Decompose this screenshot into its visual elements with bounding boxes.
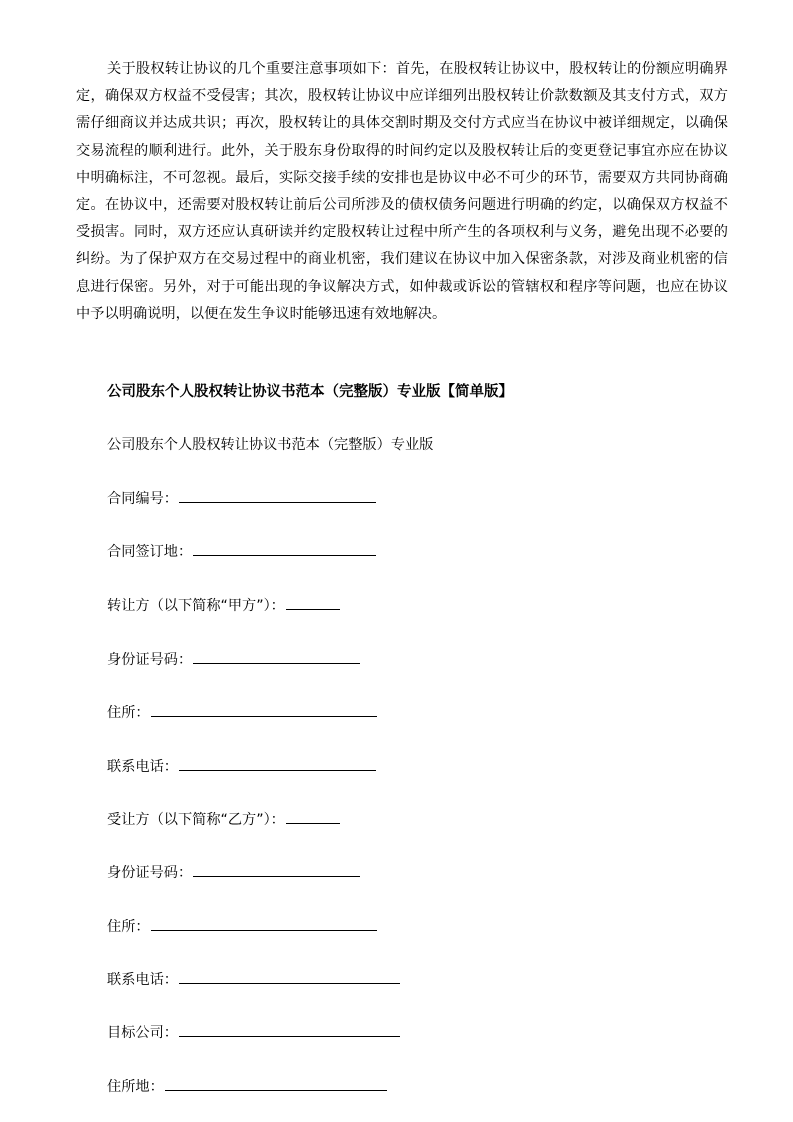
intro-paragraph: 关于股权转让协议的几个重要注意事项如下：首先，在股权转让协议中，股权转让的份额应明确界定，确保双方权益不受侵害；其次，股权转让协议中应详细列出股权转让价款数额及其支付方式，双方需仔细商议并达成共识；再次，股权转让的具体交割时期及交付方式应当在协议中被详细规定，以确保交易流程的顺利进行。此外，关于股东身份取得的时间约定以及股权转让后的变更登记事宜亦应在协议中明确标注，不可忽视。最后，实际交接手续的安排也是协议中必不可少的环节，需要双方共同协商确定。在协议中，还需要对股权转让前后公司所涉及的债权债务问题进行明确的约定，以确保双方权益不受损害。同时，双方还应认真研读并约定股权转让过程中所产生的各项权利与义务，避免出现不必要的纠纷。为了保护双方在交易过程中的商业机密，我们建议在协议中加入保密条款，对涉及商业机密的信息进行保密。另外，对于可能出现的争议解决方式，如仲裁或诉讼的管辖权和程序等问题，也应在协议中予以明确说明，以便在发生争议时能够迅速有效地解决。 xyxy=(76,61,728,322)
field-label: 转让方（以下简称“甲方”）： xyxy=(107,598,285,614)
field-transferee-id xyxy=(107,862,360,882)
field-blank xyxy=(179,969,400,984)
field-label: 受让方（以下简称“乙方”）： xyxy=(107,812,285,828)
field-blank xyxy=(151,702,377,717)
field-transferor xyxy=(107,595,340,615)
field-blank xyxy=(193,862,360,877)
field-label: 目标公司： xyxy=(107,1025,178,1041)
field-label: 身份证号码： xyxy=(107,865,193,881)
field-transferor-phone xyxy=(107,756,376,776)
field-blank xyxy=(286,595,340,610)
field-label: 合同编号： xyxy=(107,491,178,507)
field-label: 联系电话： xyxy=(107,972,178,988)
field-transferor-address xyxy=(107,702,377,722)
field-transferor-id xyxy=(107,649,360,669)
field-target-company xyxy=(107,1022,400,1042)
field-blank xyxy=(286,809,340,824)
field-label: 身份证号码： xyxy=(107,652,193,668)
field-blank xyxy=(165,1076,387,1091)
field-transferee xyxy=(107,809,340,829)
field-label: 联系电话： xyxy=(107,759,178,775)
field-label: 住所： xyxy=(107,919,150,935)
document-heading: 公司股东个人股权转让协议书范本（完整版）专业版【简单版】 xyxy=(107,384,513,400)
field-blank xyxy=(179,756,376,771)
field-transferee-address xyxy=(107,916,377,936)
field-label: 合同签订地： xyxy=(107,544,193,560)
field-company-address xyxy=(107,1076,387,1096)
field-signing-place xyxy=(107,541,376,561)
field-blank xyxy=(193,649,360,664)
field-transferee-phone xyxy=(107,969,400,989)
field-blank xyxy=(179,1022,400,1037)
field-blank xyxy=(151,916,377,931)
field-contract-number xyxy=(107,488,376,508)
field-blank xyxy=(193,541,376,556)
field-label: 住所： xyxy=(107,705,150,721)
field-label: 住所地： xyxy=(107,1079,164,1095)
field-blank xyxy=(179,488,376,503)
document-subtitle: 公司股东个人股权转让协议书范本（完整版）专业版 xyxy=(107,437,434,453)
